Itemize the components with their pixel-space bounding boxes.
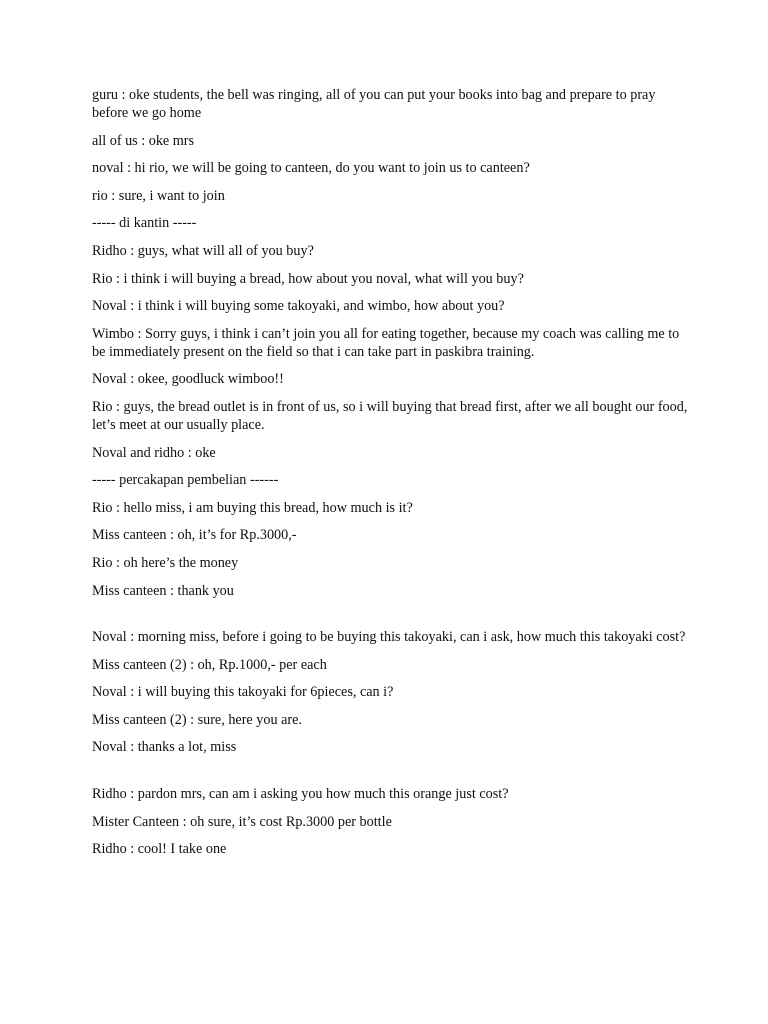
dialogue-line: Ridho : guys, what will all of you buy? [92,242,314,259]
dialogue-line: rio : sure, i want to join [92,187,225,204]
dialogue-line: Miss canteen (2) : oh, Rp.1000,- per each [92,656,327,673]
blank-line [92,766,688,785]
dialogue-line: guru : oke students, the bell was ringing, all of you can put your books into bag and prepare to pray before we go home [92,87,656,121]
dialogue-line: Rio : oh here’s the money [92,554,239,571]
scene-heading: ----- di kantin ----- [92,215,197,232]
document-page [92,86,688,868]
dialogue-line: Ridho : cool! I take one [92,841,227,858]
dialogue-line: noval : hi rio, we will be going to canteen, do you want to join us to canteen? [92,160,530,177]
dialogue-line: Miss canteen : thank you [92,582,234,599]
dialogue-line: Wimbo : Sorry guys, i think i can’t join you all for eating together, because my coach was calling me to be immediately present on the field so that i can take part in paskibra training. [92,325,680,360]
dialogue-line: Miss canteen : oh, it’s for Rp.3000,- [92,527,297,544]
dialogue-line: Noval : i think i will buying some takoyaki, and wimbo, how about you? [92,298,505,315]
dialogue-line: Mister Canteen : oh sure, it’s cost Rp.3000 per bottle [92,813,392,830]
dialogue-line: Noval and ridho : oke [92,444,216,461]
dialogue-line: Rio : guys, the bread outlet is in front of us, so i will buying that bread first, after we all bought our food, let’s meet at our usually place. [92,398,688,433]
dialogue-line: Noval : i will buying this takoyaki for 6pieces, can i? [92,684,394,701]
dialogue-line: Rio : hello miss, i am buying this bread, how much is it? [92,499,413,516]
dialogue-line: Noval : morning miss, before i going to be buying this takoyaki, can i ask, how much this takoyaki cost? [92,629,686,646]
dialogue-line: Miss canteen (2) : sure, here you are. [92,711,302,728]
scene-heading: ----- percakapan pembelian ------ [92,472,279,489]
dialogue-line: Ridho : pardon mrs, can am i asking you how much this orange just cost? [92,786,509,803]
dialogue-line: all of us : oke mrs [92,132,195,149]
dialogue-line: Noval : thanks a lot, miss [92,739,237,756]
dialogue-line: Rio : i think i will buying a bread, how about you noval, what will you buy? [92,270,524,287]
blank-line [92,609,688,628]
dialogue-line: Noval : okee, goodluck wimboo!! [92,371,284,388]
